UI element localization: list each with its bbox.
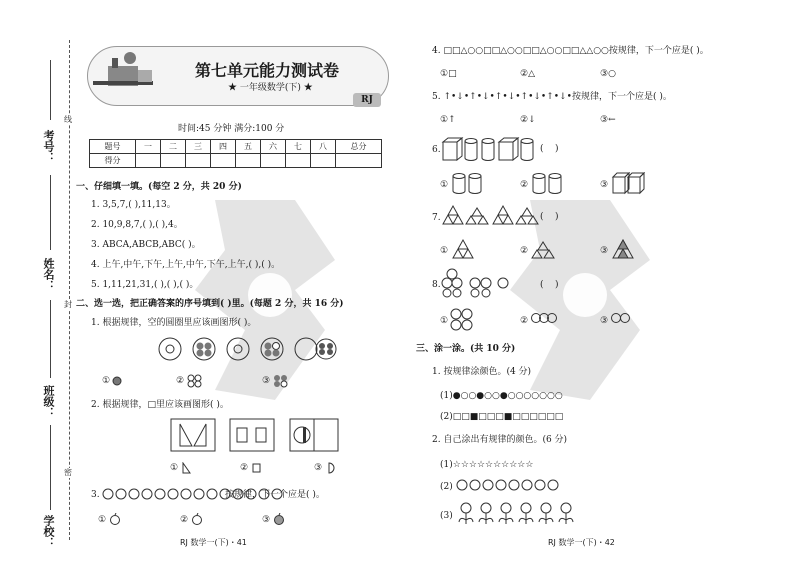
- q8-blank[interactable]: ( ): [540, 280, 559, 290]
- s2-q3-num: 3.: [91, 490, 100, 500]
- s2-q3-tail: 按规律，下一个应是( )。: [225, 490, 325, 500]
- section1-title: 一、仔细填一填。(每空 2 分，共 20 分): [76, 182, 242, 192]
- score-header: 七: [286, 140, 311, 154]
- q6-opt-1[interactable]: ①: [440, 180, 449, 190]
- score-cell[interactable]: [211, 154, 236, 168]
- q8-opt-2-icon: [531, 312, 557, 324]
- s2-q3-opt-1[interactable]: ①: [98, 515, 107, 525]
- q8-circle-pattern: [441, 268, 541, 298]
- s2-q1-opt-2-icon: [187, 374, 205, 388]
- s3-q1-row-2[interactable]: (2)□□■□□□■□□□□□□: [440, 412, 564, 422]
- s2-q1-opt-3[interactable]: ③: [262, 376, 271, 386]
- section3-title: 三、涂一涂。(共 10 分): [416, 344, 516, 354]
- score-table: [89, 139, 382, 168]
- s3-q2: 2. 自己涂出有规律的颜色。(6 分): [432, 435, 568, 445]
- s2-q2-opt-3-icon: [326, 462, 336, 474]
- s2-q1-opt-1[interactable]: ①: [102, 376, 111, 386]
- apple-icon: [109, 513, 121, 525]
- name-label: 姓名：: [42, 258, 55, 291]
- page-title: 第七单元能力测试卷: [195, 61, 340, 80]
- s2-q1-opt-3-icon: [273, 374, 291, 388]
- score-header: 总分: [336, 140, 382, 154]
- q6-opt-3-icon: [611, 172, 645, 196]
- q4-opt-1[interactable]: ①□: [440, 69, 457, 79]
- s1-item-3: 3. ABCA,ABCB,ABC( )。: [91, 240, 201, 250]
- s2-q2-opt-2[interactable]: ②: [240, 463, 249, 473]
- s3-q1: 1. 按规律涂颜色。(4 分): [432, 367, 532, 377]
- rj-badge: RJ: [353, 93, 381, 107]
- s2-q2-opt-3[interactable]: ③: [314, 463, 323, 473]
- class-label: 班级：: [42, 385, 55, 418]
- score-header: 四: [211, 140, 236, 154]
- school-label: 学校：: [42, 515, 55, 548]
- footer-left: RJ 数学一(下)・41: [180, 538, 247, 547]
- q7-opt-3-icon: [611, 238, 637, 260]
- score-cell[interactable]: [261, 154, 286, 168]
- apple-icon: [191, 513, 203, 525]
- s2-q3-opt-2[interactable]: ②: [180, 515, 189, 525]
- q6-blank[interactable]: ( ): [540, 144, 559, 154]
- q7-opt-1[interactable]: ①: [440, 246, 449, 256]
- q7-opt-2[interactable]: ②: [520, 246, 529, 256]
- s3-q2-flower-row[interactable]: [456, 500, 586, 526]
- q7-opt-2-icon: [531, 238, 557, 260]
- score-cell[interactable]: [236, 154, 261, 168]
- q4-text: 4. □□△○○□□△○○□□△○○□□△△○○按规律，下一个应是( )。: [432, 46, 709, 56]
- score-header: 六: [261, 140, 286, 154]
- s2-q3-opt-3[interactable]: ③: [262, 515, 271, 525]
- score-header: 五: [236, 140, 261, 154]
- q8-opt-3-icon: [611, 312, 631, 324]
- q7-opt-3[interactable]: ③: [600, 246, 609, 256]
- s2-q2-opt-1[interactable]: ①: [170, 463, 179, 473]
- q5-opt-1[interactable]: ①↑: [440, 115, 456, 125]
- q8-opt-2[interactable]: ②: [520, 316, 529, 326]
- score-cell[interactable]: [286, 154, 311, 168]
- score-cell[interactable]: [161, 154, 186, 168]
- score-header: 二: [161, 140, 186, 154]
- s2-q2-pattern: [170, 418, 340, 452]
- s2-q2: 2. 根据规律，□里应该画图形( )。: [91, 400, 229, 410]
- s1-item-5: 5. 1,11,21,31,( ),( ),( )。: [91, 280, 199, 290]
- cut-char-feng: 封: [64, 300, 72, 309]
- score-cell[interactable]: [136, 154, 161, 168]
- s1-item-1: 1. 3,5,7,( ),11,13。: [91, 200, 176, 210]
- s2-q2-opt-1-icon: [182, 462, 192, 474]
- q5-text: 5. ↑•↓•↑•↓•↑•↓•↑•↓•↑•↓•按规律，下一个应是( )。: [432, 92, 672, 102]
- class-line: [50, 300, 52, 378]
- s3-q2-row-2: (2): [440, 482, 453, 492]
- q8-num: 8.: [432, 280, 441, 290]
- cut-char-mi: 密: [64, 468, 72, 477]
- s2-q1: 1. 根据规律，空的圆圈里应该画图形( )。: [91, 318, 257, 328]
- s2-q2-opt-2-icon: [252, 463, 262, 473]
- q8-opt-3[interactable]: ③: [600, 316, 609, 326]
- section2-title: 二、选一选，把正确答案的序号填到( )里。(每题 2 分，共 16 分): [76, 299, 344, 309]
- school-line: [50, 425, 52, 510]
- s3-q1-row-1[interactable]: (1)●○○●○○●○○○○○○○: [440, 391, 563, 401]
- q6-opt-2-icon: [531, 172, 563, 194]
- cut-char-xian: 线: [64, 115, 72, 124]
- footer-right: RJ 数学一(下)・42: [548, 538, 615, 547]
- time-score: 时间:45 分钟 满分:100 分: [178, 124, 285, 134]
- q6-num: 6.: [432, 145, 441, 155]
- q8-opt-1[interactable]: ①: [440, 316, 449, 326]
- q5-opt-3[interactable]: ③←: [600, 115, 616, 125]
- q7-opt-1-icon: [451, 238, 477, 260]
- s3-q2-row-1[interactable]: (1)☆☆☆☆☆☆☆☆☆☆: [440, 460, 534, 470]
- q8-opt-1-icon: [450, 308, 474, 332]
- score-header: 一: [136, 140, 161, 154]
- score-cell[interactable]: [311, 154, 336, 168]
- score-header: 八: [311, 140, 336, 154]
- page-subtitle: ★ 一年级数学(下) ★: [228, 83, 313, 93]
- s1-item-2: 2. 10,9,8,7,( ),( ),4。: [91, 220, 183, 230]
- score-row-label: 得分: [90, 154, 136, 168]
- exam-number-label: 考号：: [42, 130, 55, 163]
- s3-q2-apple-row[interactable]: [456, 478, 566, 492]
- score-cell[interactable]: [336, 154, 382, 168]
- name-line: [50, 175, 52, 250]
- s1-item-4: 4. 上午,中午,下午,上午,中午,下午,上午,( ),( )。: [91, 260, 281, 270]
- s2-q1-pattern: [158, 337, 338, 363]
- classroom-illustration: [88, 46, 160, 96]
- q4-opt-3[interactable]: ③○: [600, 69, 616, 79]
- q6-cylinder-cube-pattern: [441, 136, 551, 162]
- apple-icon: [273, 513, 285, 525]
- q6-opt-2[interactable]: ②: [520, 180, 529, 190]
- q5-opt-2[interactable]: ②↓: [520, 115, 536, 125]
- q7-num: 7.: [432, 213, 441, 223]
- score-cell[interactable]: [186, 154, 211, 168]
- q6-opt-3[interactable]: ③: [600, 180, 609, 190]
- q4-opt-2[interactable]: ②△: [520, 69, 535, 79]
- s2-q1-opt-1-icon: [112, 376, 122, 386]
- score-header: 题号: [90, 140, 136, 154]
- exam-number-line: [50, 60, 52, 120]
- q7-triangle-pattern: [441, 204, 541, 228]
- q7-blank[interactable]: ( ): [540, 212, 559, 222]
- s3-q2-row-3: (3): [440, 511, 453, 521]
- s2-q1-opt-2[interactable]: ②: [176, 376, 185, 386]
- q6-opt-1-icon: [451, 172, 483, 194]
- score-header: 三: [186, 140, 211, 154]
